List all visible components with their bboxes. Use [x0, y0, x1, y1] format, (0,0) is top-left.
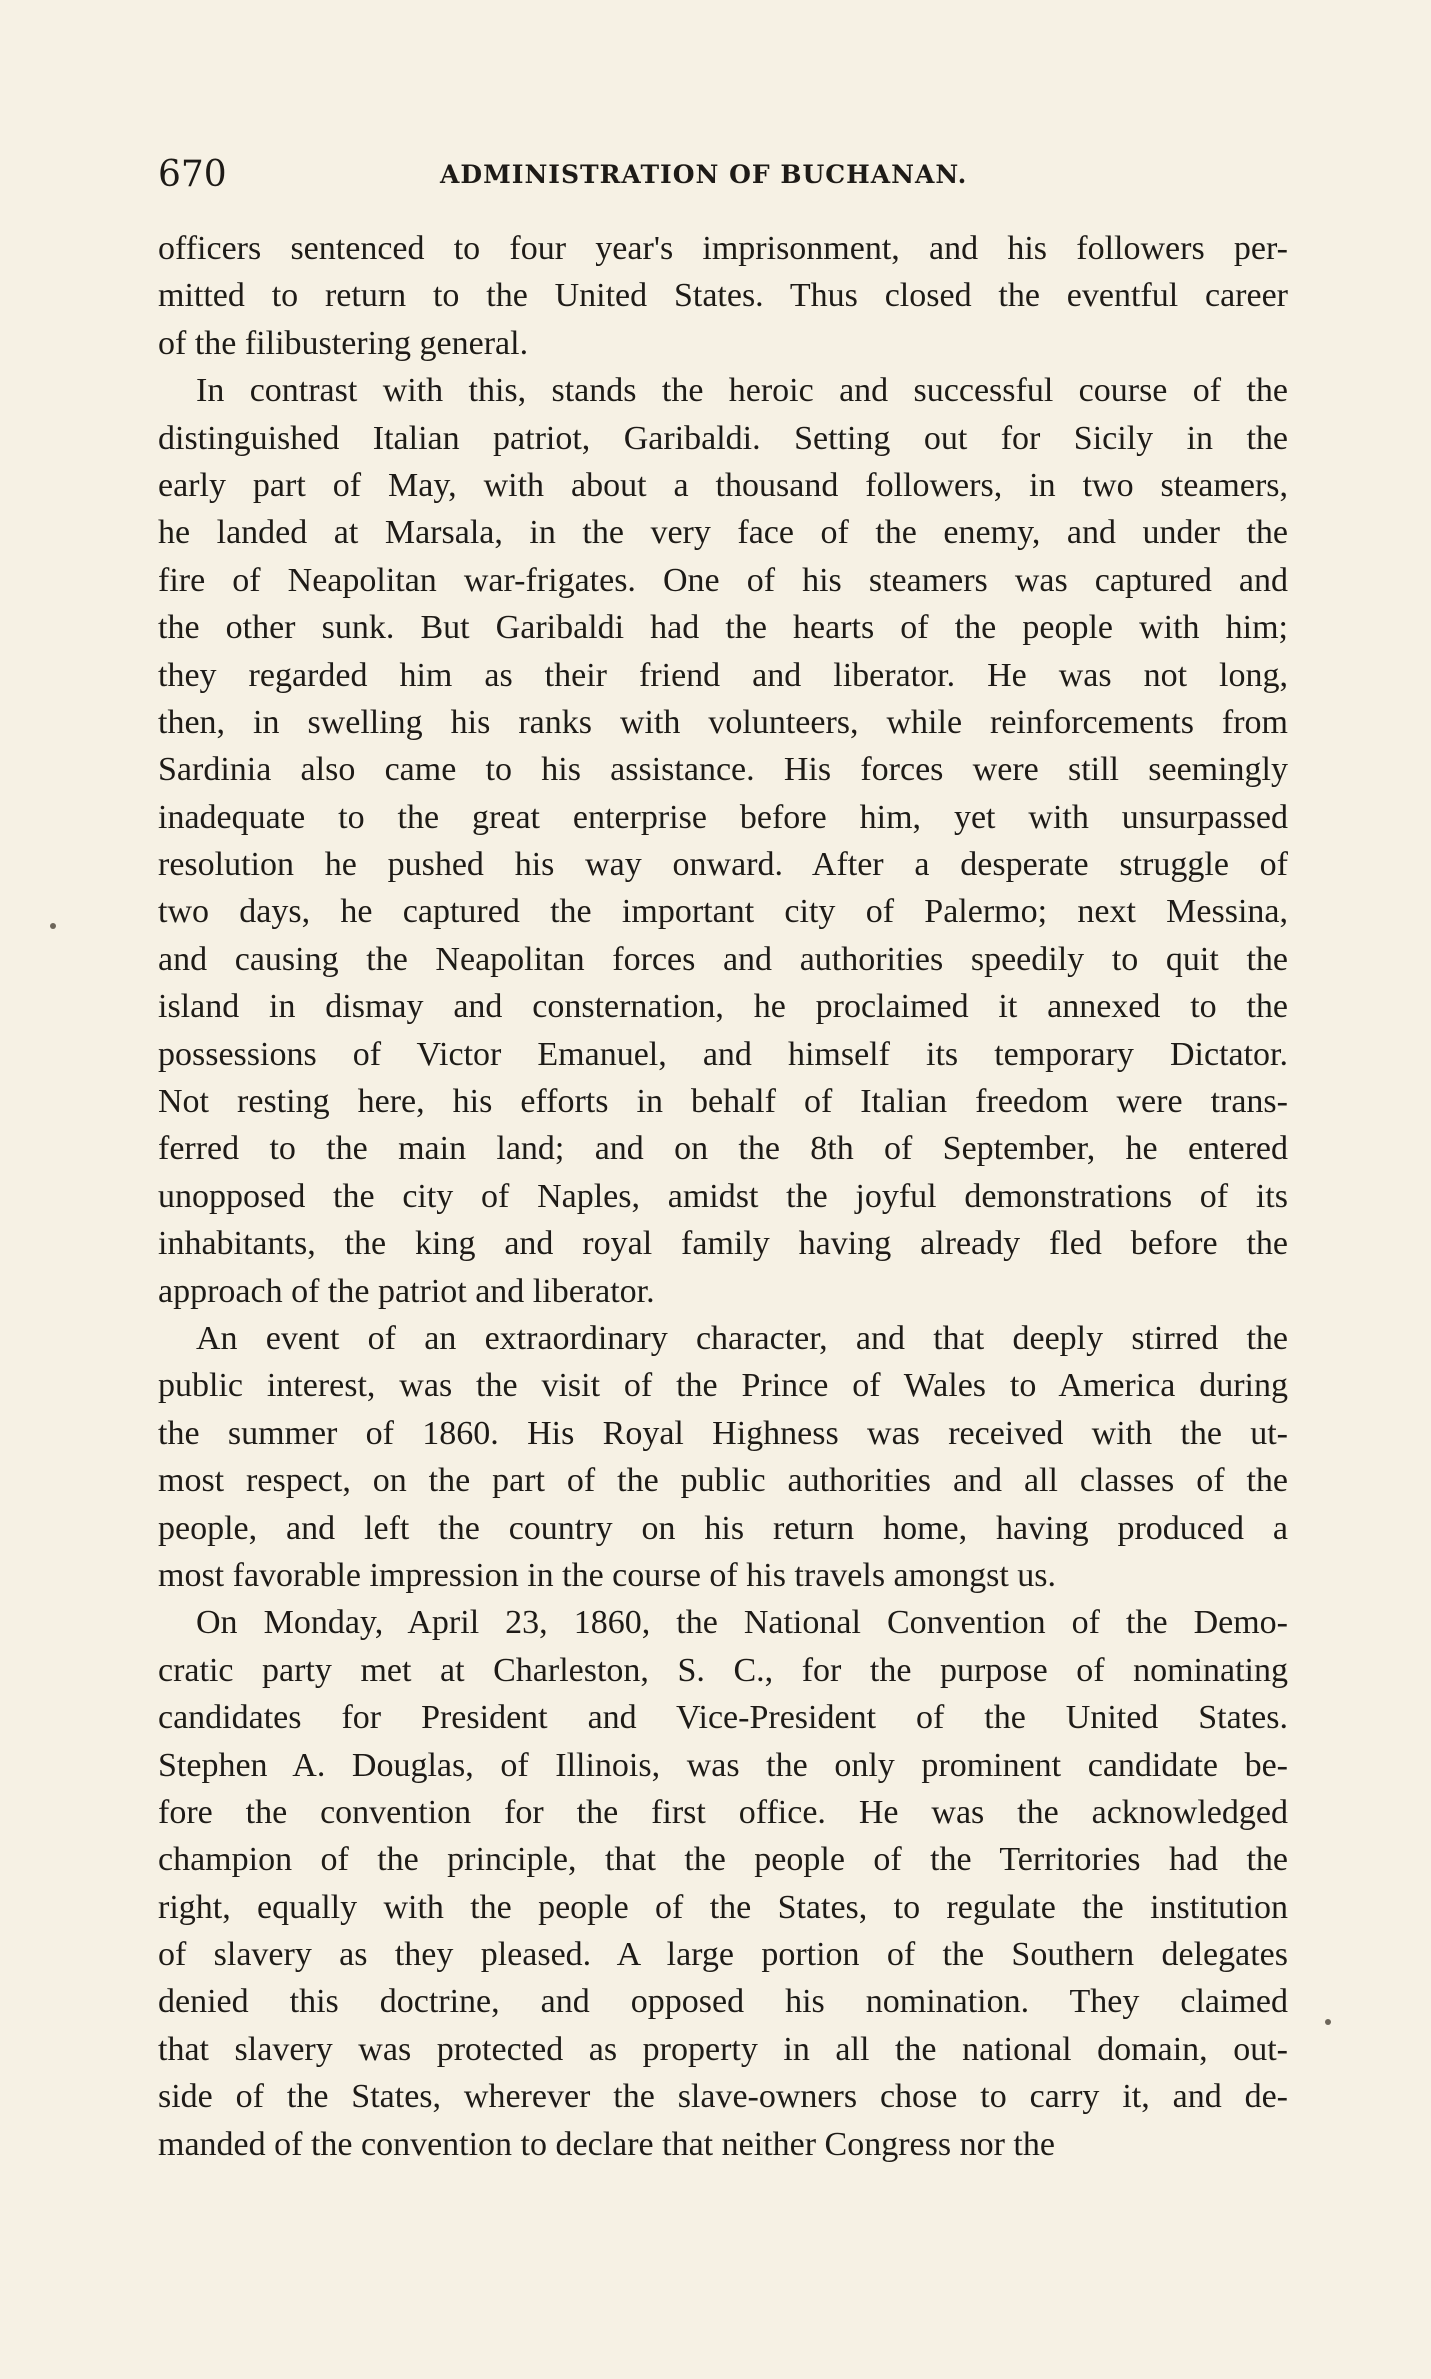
text-line: inadequate to the great enterprise before him, yet with unsurpassed: [158, 798, 1288, 836]
text-line: people, and left the country on his return home, having produced a: [158, 1509, 1288, 1547]
text-line: he landed at Marsala, in the very face of the enemy, and under the: [158, 514, 1288, 552]
text-line: fore the convention for the first office. He was the acknowledged: [158, 1793, 1288, 1831]
text-line: most respect, on the part of the public authorities and all classes of the: [158, 1462, 1288, 1500]
text-line: public interest, was the visit of the Prince of Wales to America during: [158, 1367, 1288, 1405]
paragraph: [158, 1315, 1288, 1599]
text-line: Sardinia also came to his assistance. His forces were still seemingly: [158, 751, 1288, 789]
running-title: ADMINISTRATION OF BUCHANAN.: [440, 160, 968, 189]
text-line: the other sunk. But Garibaldi had the hearts of the people with him;: [158, 609, 1288, 647]
page-number: 670: [158, 154, 227, 195]
text-line: An event of an extraordinary character, and that deeply stirred the: [196, 1319, 1288, 1357]
text-line: In contrast with this, stands the heroic and successful course of the: [196, 372, 1288, 410]
text-line: distinguished Italian patriot, Garibaldi. Setting out for Sicily in the: [158, 419, 1288, 457]
text-line: of slavery as they pleased. A large portion of the Southern delegates: [158, 1936, 1288, 1974]
text-line: side of the States, wherever the slave-owners chose to carry it, and de-: [158, 2078, 1288, 2116]
text-line: resolution he pushed his way onward. After a desperate struggle of: [158, 846, 1288, 884]
text-line: On Monday, April 23, 1860, the National Convention of the Demo-: [196, 1604, 1288, 1642]
text-line: the summer of 1860. His Royal Highness was received with the ut-: [158, 1414, 1288, 1452]
text-line: most favorable impression in the course of his travels amongst us.: [158, 1556, 1056, 1594]
text-line: island in dismay and consternation, he proclaimed it annexed to the: [158, 988, 1288, 1026]
text-line: Not resting here, his efforts in behalf of Italian freedom were trans-: [158, 1083, 1288, 1121]
text-line: officers sentenced to four year's imprisonment, and his followers per-: [158, 230, 1288, 267]
text-line: mitted to return to the United States. Thus closed the eventful career: [158, 277, 1288, 315]
text-line: manded of the convention to declare that neither Congress nor the: [158, 2125, 1055, 2163]
text-line: they regarded him as their friend and liberator. He was not long,: [158, 656, 1288, 694]
paragraph: [158, 225, 1288, 367]
text-line: right, equally with the people of the States, to regulate the institution: [158, 1888, 1288, 1926]
text-line: of the filibustering general.: [158, 324, 529, 362]
running-header: [158, 150, 1288, 200]
text-line: candidates for President and Vice-President of the United States.: [158, 1699, 1288, 1737]
text-line: early part of May, with about a thousand followers, in two steamers,: [158, 466, 1288, 504]
text-line: unopposed the city of Naples, amidst the joyful demonstrations of its: [158, 1177, 1288, 1215]
margin-speck-right: [1325, 2019, 1331, 2025]
text-line: that slavery was protected as property in all the national domain, out-: [158, 2030, 1288, 2068]
text-line: and causing the Neapolitan forces and authorities speedily to quit the: [158, 940, 1288, 978]
text-line: fire of Neapolitan war-frigates. One of his steamers was captured and: [158, 561, 1288, 599]
text-line: Stephen A. Douglas, of Illinois, was the only prominent candidate be-: [158, 1746, 1288, 1784]
paragraph: [158, 367, 1288, 1315]
text-line: inhabitants, the king and royal family having already fled before the: [158, 1225, 1288, 1263]
text-line: approach of the patriot and liberator.: [158, 1272, 655, 1310]
text-line: denied this doctrine, and opposed his nomination. They claimed: [158, 1983, 1288, 2021]
text-line: then, in swelling his ranks with volunteers, while reinforcements from: [158, 703, 1288, 741]
paragraph: [158, 1599, 1288, 2168]
text-line: champion of the principle, that the people of the Territories had the: [158, 1841, 1288, 1879]
text-line: cratic party met at Charleston, S. C., for the purpose of nominating: [158, 1651, 1288, 1689]
body-text: [158, 225, 1288, 2168]
text-line: possessions of Victor Emanuel, and himself its temporary Dictator.: [158, 1035, 1288, 1073]
text-line: ferred to the main land; and on the 8th of September, he entered: [158, 1130, 1288, 1168]
margin-speck-left: [50, 923, 56, 929]
text-line: two days, he captured the important city of Palermo; next Messina,: [158, 893, 1288, 931]
